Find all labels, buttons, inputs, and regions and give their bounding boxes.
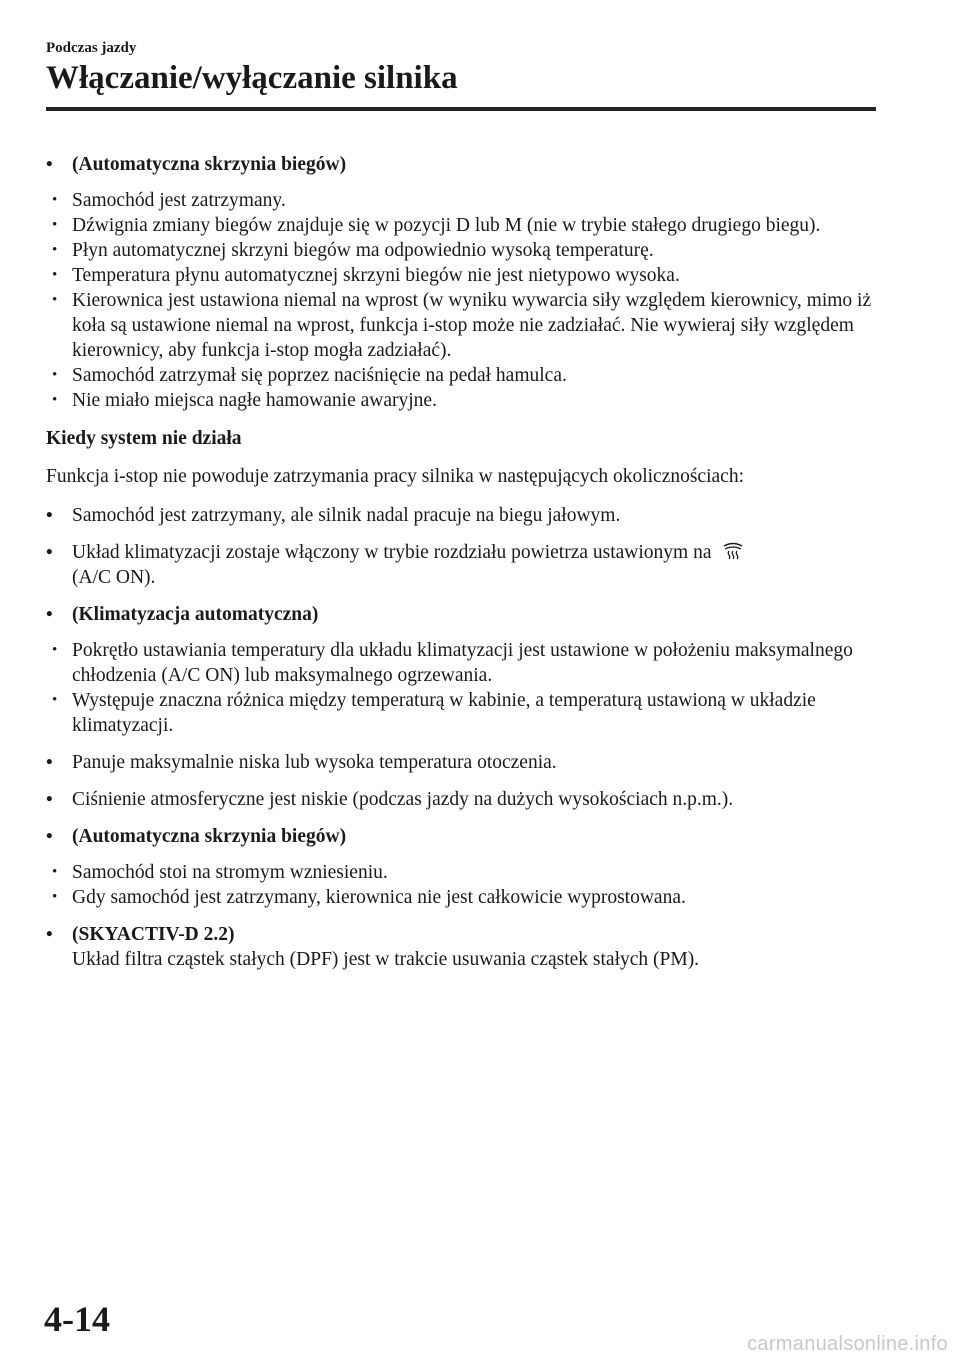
bullet-icon: •: [46, 505, 53, 526]
section-heading: Kiedy system nie działa: [46, 428, 242, 449]
sub-list-item-text: Samochód zatrzymał się poprzez naciśnięcie na pedał hamulca.: [72, 365, 567, 386]
sub-list-item: [46, 860, 876, 885]
sub-list-item: [46, 263, 876, 288]
page-title: Włączanie/wyłączanie silnika: [46, 60, 458, 96]
intro-paragraph: Funkcja i-stop nie powoduje zatrzymania pracy silnika w następujących okolicznościach:: [46, 466, 744, 487]
bullet-icon: •: [52, 242, 58, 258]
bullet-icon: •: [52, 692, 58, 708]
bullet-icon: •: [52, 642, 58, 658]
sub-list-item: [46, 388, 876, 413]
sub-list-item: [46, 188, 876, 213]
sub-list-item-text: Nie miało miejsca nagłe hamowanie awaryjne.: [72, 390, 437, 411]
sub-list-item: [46, 638, 876, 688]
bullet-icon: •: [46, 752, 53, 773]
list-item-text: Układ filtra cząstek stałych (DPF) jest w trakcie usuwania cząstek stałych (PM).: [72, 949, 700, 970]
bullet-icon: •: [46, 154, 53, 175]
sub-list-item-text: Kierownica jest ustawiona niemal na wprost (w wyniku wywarcia siły względem kierownicy, mimo iż koła są ustawione niemal na wprost, funkcja i-stop może nie zadziałać. Nie wywieraj siły względem kierownicy, aby funkcja i-stop mogła zadziałać).: [72, 290, 872, 361]
list-item: [46, 503, 876, 528]
list-item-text: Samochód jest zatrzymany, ale silnik nadal pracuje na biegu jałowym.: [72, 505, 621, 526]
list-item-text-tail: (A/C ON).: [72, 567, 156, 588]
sub-list: [46, 188, 876, 413]
sub-list-item: [46, 288, 876, 363]
list-item: [46, 750, 876, 775]
list-item-text: Panuje maksymalnie niska lub wysoka temperatura otoczenia.: [72, 752, 557, 773]
list-item-text: Ciśnienie atmosferyczne jest niskie (podczas jazdy na dużych wysokościach n.p.m.).: [72, 789, 734, 810]
bullet-icon: •: [52, 367, 58, 383]
defroster-icon: [722, 542, 744, 560]
list-item-text: Układ klimatyzacji zostaje włączony w trybie rozdziału powietrza ustawionym na: [72, 542, 712, 563]
list-item-head: (Automatyczna skrzynia biegów): [72, 154, 347, 175]
sub-list-item: [46, 213, 876, 238]
bullet-icon: •: [46, 789, 53, 810]
sub-list-item-text: Temperatura płynu automatycznej skrzyni biegów nie jest nietypowo wysoka.: [72, 265, 680, 286]
sub-list-item: [46, 885, 876, 910]
list-item: [46, 602, 876, 627]
sub-list-item-text: Dźwignia zmiany biegów znajduje się w pozycji D lub M (nie w trybie stałego drugiego biegu).: [72, 215, 821, 236]
page-content: [46, 152, 876, 972]
list-item: [46, 787, 876, 812]
bullet-icon: •: [52, 267, 58, 283]
bullet-icon: •: [52, 292, 58, 308]
bullet-icon: •: [46, 604, 53, 625]
watermark: carmanualsonline.info: [747, 1333, 948, 1355]
bullet-icon: •: [52, 217, 58, 233]
list-item-head: (SKYACTIV-D 2.2): [72, 924, 235, 945]
bullet-icon: •: [52, 864, 58, 880]
sub-list-item: [46, 363, 876, 388]
title-divider: [46, 107, 876, 111]
sub-list: [46, 638, 876, 738]
sub-list-item: [46, 688, 876, 738]
list-item: [46, 152, 876, 177]
section-label: Podczas jazdy: [46, 40, 137, 56]
bullet-icon: •: [52, 192, 58, 208]
sub-list-item-text: Gdy samochód jest zatrzymany, kierownica nie jest całkowicie wyprostowana.: [72, 887, 686, 908]
list-item: [46, 540, 876, 590]
list-item-head: (Klimatyzacja automatyczna): [72, 604, 319, 625]
sub-list-item-text: Pokrętło ustawiania temperatury dla układu klimatyzacji jest ustawione w położeniu maksymalnego chłodzenia (A/C ON) lub maksymalnego ogrzewania.: [72, 640, 853, 686]
bullet-icon: •: [46, 924, 53, 945]
bullet-icon: •: [52, 889, 58, 905]
sub-list-item-text: Występuje znaczna różnica między temperaturą w kabinie, a temperaturą ustawioną w układzie klimatyzacji.: [72, 690, 816, 736]
list-item: [46, 922, 876, 972]
list-item-head: (Automatyczna skrzynia biegów): [72, 826, 347, 847]
sub-list: [46, 860, 876, 910]
sub-list-item: [46, 238, 876, 263]
bullet-icon: •: [46, 542, 53, 563]
bullet-icon: •: [46, 826, 53, 847]
bullet-icon: •: [52, 392, 58, 408]
sub-list-item-text: Samochód stoi na stromym wzniesieniu.: [72, 862, 388, 883]
page-number: 4-14: [44, 1299, 110, 1339]
sub-list-item-text: Samochód jest zatrzymany.: [72, 190, 286, 211]
sub-list-item-text: Płyn automatycznej skrzyni biegów ma odpowiednio wysoką temperaturę.: [72, 240, 654, 261]
list-item: [46, 824, 876, 849]
